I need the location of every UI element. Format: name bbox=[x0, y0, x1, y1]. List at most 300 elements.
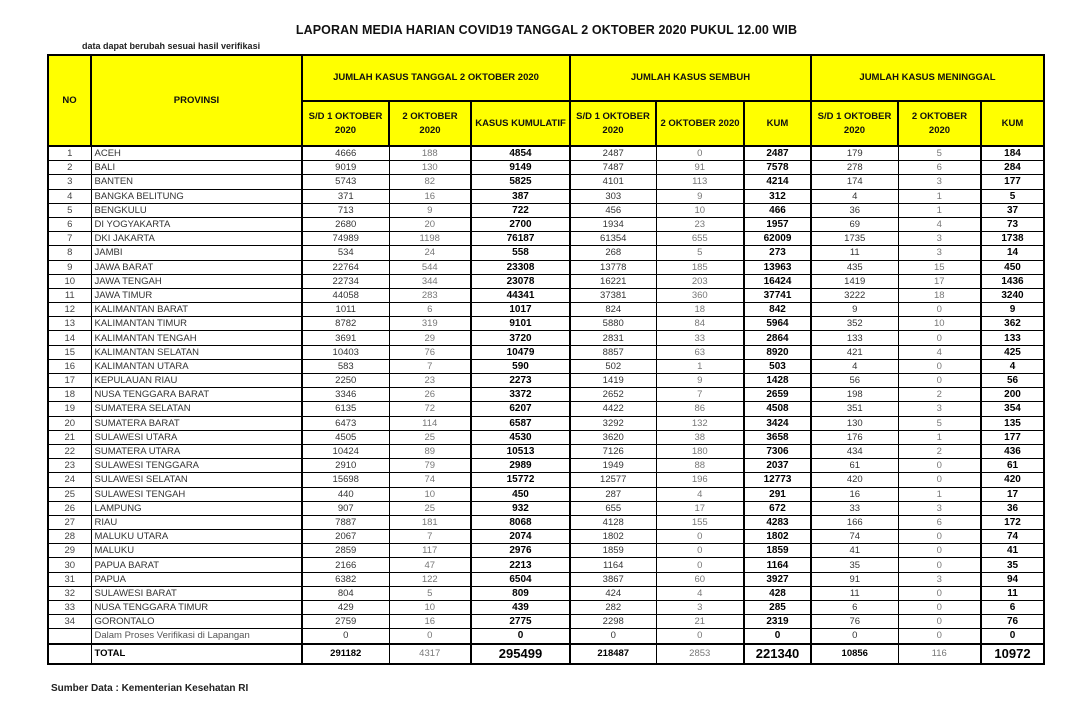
table-row bbox=[48, 572, 1044, 586]
cell-meninggal-sd1: 420 bbox=[811, 473, 898, 487]
cell-provinsi: KEPULAUAN RIAU bbox=[91, 374, 302, 388]
cell-sembuh-kum: 7578 bbox=[744, 161, 811, 175]
cell-kasus-kumulatif: 6207 bbox=[471, 402, 570, 416]
cell-sembuh-kum: 285 bbox=[744, 601, 811, 615]
cell-sembuh-2okt: 4 bbox=[656, 586, 744, 600]
cell-meninggal-sd1: 179 bbox=[811, 146, 898, 161]
cell-meninggal-kum: 14 bbox=[981, 246, 1044, 260]
cell-meninggal-kum: 1738 bbox=[981, 232, 1044, 246]
cell-meninggal-2okt: 3 bbox=[898, 572, 981, 586]
cell-provinsi: GORONTALO bbox=[91, 615, 302, 629]
cell-meninggal-kum: 450 bbox=[981, 260, 1044, 274]
table-row bbox=[48, 246, 1044, 260]
cell-meninggal-sd1: 421 bbox=[811, 345, 898, 359]
cell-sembuh-kum: 2864 bbox=[744, 331, 811, 345]
cell-sembuh-kum: 3424 bbox=[744, 416, 811, 430]
table-row bbox=[48, 175, 1044, 189]
cell-meninggal-kum: 76 bbox=[981, 615, 1044, 629]
cell-sembuh-kum: 2487 bbox=[744, 146, 811, 161]
cell-sembuh-sd1: 2487 bbox=[570, 146, 656, 161]
cell-kasus-2okt: 72 bbox=[389, 402, 471, 416]
cell-meninggal-kum: 74 bbox=[981, 530, 1044, 544]
cell-kasus-kumulatif: 9149 bbox=[471, 161, 570, 175]
cell-meninggal-kum: 9 bbox=[981, 303, 1044, 317]
cell-sembuh-sd1: 7126 bbox=[570, 444, 656, 458]
cell-no: 34 bbox=[48, 615, 91, 629]
cell-sembuh-sd1: 1419 bbox=[570, 374, 656, 388]
cell-kasus-sd1: 10403 bbox=[302, 345, 389, 359]
cell-provinsi: BANGKA BELITUNG bbox=[91, 189, 302, 203]
cell-sembuh-sd1: 7487 bbox=[570, 161, 656, 175]
cell-meninggal-sd1: 1419 bbox=[811, 274, 898, 288]
cell-no: 10 bbox=[48, 274, 91, 288]
cell-sembuh-2okt: 113 bbox=[656, 175, 744, 189]
cell-kasus-sd1: 4505 bbox=[302, 430, 389, 444]
cell-no: 2 bbox=[48, 161, 91, 175]
cell-no: 21 bbox=[48, 430, 91, 444]
table-row bbox=[48, 487, 1044, 501]
cell-meninggal-kum: 177 bbox=[981, 430, 1044, 444]
cell-meninggal-2okt: 0 bbox=[898, 544, 981, 558]
cell-kasus-2okt: 79 bbox=[389, 459, 471, 473]
cell-meninggal-sd1: 176 bbox=[811, 430, 898, 444]
cell-kasus-sd1: 6382 bbox=[302, 572, 389, 586]
cell-sembuh-kum: 0 bbox=[744, 629, 811, 644]
table-row bbox=[48, 288, 1044, 302]
cell-meninggal-2okt: 0 bbox=[898, 459, 981, 473]
cell-sembuh-sd1: 3620 bbox=[570, 430, 656, 444]
cell-meninggal-2okt: 116 bbox=[898, 644, 981, 664]
cell-sembuh-sd1: 268 bbox=[570, 246, 656, 260]
cell-meninggal-sd1: 10856 bbox=[811, 644, 898, 664]
cell-kasus-2okt: 114 bbox=[389, 416, 471, 430]
cell-kasus-2okt: 16 bbox=[389, 615, 471, 629]
cell-meninggal-sd1: 69 bbox=[811, 217, 898, 231]
cell-no: 1 bbox=[48, 146, 91, 161]
cell-kasus-sd1: 2067 bbox=[302, 530, 389, 544]
table-row bbox=[48, 558, 1044, 572]
cell-provinsi: JAWA TENGAH bbox=[91, 274, 302, 288]
cell-kasus-2okt: 24 bbox=[389, 246, 471, 260]
cell-sembuh-2okt: 185 bbox=[656, 260, 744, 274]
header-kasus-kumulatif: KASUS KUMULATIF bbox=[471, 101, 570, 146]
cell-kasus-2okt: 9 bbox=[389, 203, 471, 217]
cell-kasus-2okt: 0 bbox=[389, 629, 471, 644]
cell-kasus-sd1: 371 bbox=[302, 189, 389, 203]
cell-sembuh-2okt: 91 bbox=[656, 161, 744, 175]
cell-provinsi: JAWA BARAT bbox=[91, 260, 302, 274]
cell-sembuh-sd1: 424 bbox=[570, 586, 656, 600]
cell-kasus-2okt: 544 bbox=[389, 260, 471, 274]
cell-meninggal-2okt: 1 bbox=[898, 189, 981, 203]
cell-provinsi: KALIMANTAN TENGAH bbox=[91, 331, 302, 345]
cell-kasus-kumulatif: 932 bbox=[471, 501, 570, 515]
cell-provinsi: SULAWESI UTARA bbox=[91, 430, 302, 444]
cell-sembuh-sd1: 3867 bbox=[570, 572, 656, 586]
cell-kasus-kumulatif: 590 bbox=[471, 359, 570, 373]
cell-kasus-sd1: 3346 bbox=[302, 388, 389, 402]
table-row bbox=[48, 615, 1044, 629]
table-row bbox=[48, 444, 1044, 458]
cell-sembuh-kum: 1802 bbox=[744, 530, 811, 544]
cell-kasus-2okt: 23 bbox=[389, 374, 471, 388]
cell-meninggal-2okt: 1 bbox=[898, 487, 981, 501]
table-row bbox=[48, 359, 1044, 373]
cell-meninggal-2okt: 3 bbox=[898, 232, 981, 246]
cell-sembuh-sd1: 303 bbox=[570, 189, 656, 203]
cell-no: 9 bbox=[48, 260, 91, 274]
verification-row bbox=[48, 629, 1044, 644]
header-group-kasus: JUMLAH KASUS TANGGAL 2 OKTOBER 2020 bbox=[302, 55, 570, 101]
table-row bbox=[48, 274, 1044, 288]
cell-provinsi: BANTEN bbox=[91, 175, 302, 189]
cell-no bbox=[48, 644, 91, 664]
cell-sembuh-kum: 672 bbox=[744, 501, 811, 515]
cell-kasus-kumulatif: 23308 bbox=[471, 260, 570, 274]
header-sembuh-kum: KUM bbox=[744, 101, 811, 146]
cell-sembuh-kum: 8920 bbox=[744, 345, 811, 359]
cell-kasus-2okt: 47 bbox=[389, 558, 471, 572]
total-row bbox=[48, 644, 1044, 664]
table-row bbox=[48, 317, 1044, 331]
cell-kasus-sd1: 10424 bbox=[302, 444, 389, 458]
cell-no: 18 bbox=[48, 388, 91, 402]
cell-meninggal-2okt: 1 bbox=[898, 430, 981, 444]
cell-provinsi: KALIMANTAN UTARA bbox=[91, 359, 302, 373]
cell-provinsi: MALUKU UTARA bbox=[91, 530, 302, 544]
cell-sembuh-sd1: 3292 bbox=[570, 416, 656, 430]
cell-sembuh-2okt: 360 bbox=[656, 288, 744, 302]
cell-meninggal-2okt: 3 bbox=[898, 246, 981, 260]
cell-meninggal-2okt: 0 bbox=[898, 586, 981, 600]
cell-sembuh-sd1: 456 bbox=[570, 203, 656, 217]
cell-meninggal-kum: 354 bbox=[981, 402, 1044, 416]
cell-meninggal-kum: 0 bbox=[981, 629, 1044, 644]
cell-no: 7 bbox=[48, 232, 91, 246]
cell-sembuh-kum: 62009 bbox=[744, 232, 811, 246]
cell-meninggal-sd1: 352 bbox=[811, 317, 898, 331]
covid-report-table bbox=[47, 54, 1045, 665]
cell-sembuh-2okt: 10 bbox=[656, 203, 744, 217]
cell-kasus-2okt: 26 bbox=[389, 388, 471, 402]
header-provinsi: PROVINSI bbox=[91, 55, 302, 146]
cell-meninggal-sd1: 11 bbox=[811, 586, 898, 600]
cell-kasus-2okt: 25 bbox=[389, 430, 471, 444]
cell-kasus-sd1: 6135 bbox=[302, 402, 389, 416]
table-row bbox=[48, 473, 1044, 487]
cell-kasus-2okt: 10 bbox=[389, 487, 471, 501]
cell-provinsi: MALUKU bbox=[91, 544, 302, 558]
table-row bbox=[48, 161, 1044, 175]
table-row bbox=[48, 260, 1044, 274]
cell-kasus-2okt: 76 bbox=[389, 345, 471, 359]
cell-meninggal-kum: 177 bbox=[981, 175, 1044, 189]
cell-sembuh-kum: 1428 bbox=[744, 374, 811, 388]
cell-sembuh-2okt: 17 bbox=[656, 501, 744, 515]
cell-meninggal-sd1: 91 bbox=[811, 572, 898, 586]
cell-sembuh-sd1: 2652 bbox=[570, 388, 656, 402]
cell-provinsi: LAMPUNG bbox=[91, 501, 302, 515]
cell-meninggal-2okt: 5 bbox=[898, 416, 981, 430]
cell-meninggal-sd1: 435 bbox=[811, 260, 898, 274]
cell-sembuh-2okt: 0 bbox=[656, 530, 744, 544]
cell-meninggal-kum: 362 bbox=[981, 317, 1044, 331]
cell-sembuh-kum: 312 bbox=[744, 189, 811, 203]
cell-provinsi: DI YOGYAKARTA bbox=[91, 217, 302, 231]
cell-sembuh-kum: 466 bbox=[744, 203, 811, 217]
cell-sembuh-2okt: 86 bbox=[656, 402, 744, 416]
cell-kasus-sd1: 8782 bbox=[302, 317, 389, 331]
cell-meninggal-sd1: 56 bbox=[811, 374, 898, 388]
cell-meninggal-2okt: 0 bbox=[898, 530, 981, 544]
table-row bbox=[48, 374, 1044, 388]
cell-sembuh-kum: 1164 bbox=[744, 558, 811, 572]
cell-meninggal-2okt: 6 bbox=[898, 515, 981, 529]
cell-no: 16 bbox=[48, 359, 91, 373]
cell-sembuh-sd1: 16221 bbox=[570, 274, 656, 288]
cell-meninggal-sd1: 3222 bbox=[811, 288, 898, 302]
cell-kasus-kumulatif: 5825 bbox=[471, 175, 570, 189]
cell-sembuh-kum: 221340 bbox=[744, 644, 811, 664]
cell-sembuh-kum: 5964 bbox=[744, 317, 811, 331]
verification-note: data dapat berubah sesuai hasil verifikasi bbox=[82, 41, 261, 51]
cell-meninggal-sd1: 76 bbox=[811, 615, 898, 629]
cell-meninggal-sd1: 174 bbox=[811, 175, 898, 189]
cell-sembuh-sd1: 2298 bbox=[570, 615, 656, 629]
table-row bbox=[48, 303, 1044, 317]
header-group-sembuh: JUMLAH KASUS SEMBUH bbox=[570, 55, 811, 101]
cell-kasus-2okt: 6 bbox=[389, 303, 471, 317]
cell-kasus-kumulatif: 2976 bbox=[471, 544, 570, 558]
cell-kasus-sd1: 2759 bbox=[302, 615, 389, 629]
cell-provinsi: KALIMANTAN TIMUR bbox=[91, 317, 302, 331]
cell-kasus-sd1: 2910 bbox=[302, 459, 389, 473]
cell-sembuh-2okt: 84 bbox=[656, 317, 744, 331]
cell-meninggal-2okt: 0 bbox=[898, 615, 981, 629]
cell-no: 13 bbox=[48, 317, 91, 331]
cell-meninggal-sd1: 198 bbox=[811, 388, 898, 402]
cell-sembuh-2okt: 2853 bbox=[656, 644, 744, 664]
table-row bbox=[48, 530, 1044, 544]
cell-meninggal-kum: 133 bbox=[981, 331, 1044, 345]
cell-sembuh-sd1: 4128 bbox=[570, 515, 656, 529]
cell-meninggal-2okt: 0 bbox=[898, 473, 981, 487]
cell-meninggal-sd1: 4 bbox=[811, 189, 898, 203]
table-row bbox=[48, 515, 1044, 529]
cell-sembuh-kum: 4214 bbox=[744, 175, 811, 189]
cell-no: 27 bbox=[48, 515, 91, 529]
cell-sembuh-kum: 2037 bbox=[744, 459, 811, 473]
cell-meninggal-sd1: 11 bbox=[811, 246, 898, 260]
cell-kasus-kumulatif: 76187 bbox=[471, 232, 570, 246]
cell-provinsi: PAPUA BARAT bbox=[91, 558, 302, 572]
cell-no: 8 bbox=[48, 246, 91, 260]
cell-sembuh-kum: 37741 bbox=[744, 288, 811, 302]
cell-provinsi: SUMATERA UTARA bbox=[91, 444, 302, 458]
cell-sembuh-2okt: 4 bbox=[656, 487, 744, 501]
cell-no: 3 bbox=[48, 175, 91, 189]
cell-sembuh-2okt: 18 bbox=[656, 303, 744, 317]
cell-sembuh-kum: 2319 bbox=[744, 615, 811, 629]
cell-sembuh-2okt: 33 bbox=[656, 331, 744, 345]
cell-provinsi: JAWA TIMUR bbox=[91, 288, 302, 302]
cell-sembuh-sd1: 1164 bbox=[570, 558, 656, 572]
cell-sembuh-kum: 12773 bbox=[744, 473, 811, 487]
cell-sembuh-sd1: 655 bbox=[570, 501, 656, 515]
cell-kasus-kumulatif: 4854 bbox=[471, 146, 570, 161]
cell-kasus-2okt: 122 bbox=[389, 572, 471, 586]
cell-meninggal-sd1: 6 bbox=[811, 601, 898, 615]
cell-kasus-2okt: 283 bbox=[389, 288, 471, 302]
cell-sembuh-kum: 3927 bbox=[744, 572, 811, 586]
cell-kasus-sd1: 804 bbox=[302, 586, 389, 600]
cell-sembuh-kum: 7306 bbox=[744, 444, 811, 458]
cell-sembuh-2okt: 655 bbox=[656, 232, 744, 246]
cell-meninggal-kum: 6 bbox=[981, 601, 1044, 615]
table-row bbox=[48, 402, 1044, 416]
cell-meninggal-2okt: 4 bbox=[898, 217, 981, 231]
cell-sembuh-sd1: 4101 bbox=[570, 175, 656, 189]
cell-meninggal-kum: 10972 bbox=[981, 644, 1044, 664]
table-row bbox=[48, 416, 1044, 430]
cell-sembuh-sd1: 218487 bbox=[570, 644, 656, 664]
cell-kasus-kumulatif: 1017 bbox=[471, 303, 570, 317]
cell-meninggal-kum: 4 bbox=[981, 359, 1044, 373]
cell-kasus-sd1: 907 bbox=[302, 501, 389, 515]
cell-kasus-2okt: 7 bbox=[389, 530, 471, 544]
cell-kasus-kumulatif: 439 bbox=[471, 601, 570, 615]
cell-sembuh-sd1: 1949 bbox=[570, 459, 656, 473]
cell-sembuh-2okt: 63 bbox=[656, 345, 744, 359]
cell-sembuh-2okt: 5 bbox=[656, 246, 744, 260]
cell-meninggal-kum: 35 bbox=[981, 558, 1044, 572]
cell-sembuh-sd1: 12577 bbox=[570, 473, 656, 487]
table-body bbox=[48, 146, 1044, 664]
cell-kasus-kumulatif: 295499 bbox=[471, 644, 570, 664]
cell-kasus-2okt: 20 bbox=[389, 217, 471, 231]
cell-kasus-kumulatif: 15772 bbox=[471, 473, 570, 487]
cell-kasus-sd1: 74989 bbox=[302, 232, 389, 246]
cell-kasus-sd1: 583 bbox=[302, 359, 389, 373]
cell-sembuh-kum: 291 bbox=[744, 487, 811, 501]
cell-meninggal-2okt: 15 bbox=[898, 260, 981, 274]
cell-provinsi: BALI bbox=[91, 161, 302, 175]
header-meninggal-sd1: S/D 1 OKTOBER 2020 bbox=[811, 101, 898, 146]
cell-kasus-kumulatif: 722 bbox=[471, 203, 570, 217]
cell-sembuh-sd1: 2831 bbox=[570, 331, 656, 345]
cell-no: 11 bbox=[48, 288, 91, 302]
header-meninggal-kum: KUM bbox=[981, 101, 1044, 146]
table-row bbox=[48, 601, 1044, 615]
cell-no: 33 bbox=[48, 601, 91, 615]
cell-meninggal-2okt: 0 bbox=[898, 601, 981, 615]
cell-meninggal-2okt: 0 bbox=[898, 374, 981, 388]
cell-kasus-kumulatif: 0 bbox=[471, 629, 570, 644]
cell-kasus-kumulatif: 44341 bbox=[471, 288, 570, 302]
cell-meninggal-sd1: 9 bbox=[811, 303, 898, 317]
cell-kasus-2okt: 74 bbox=[389, 473, 471, 487]
cell-no: 19 bbox=[48, 402, 91, 416]
cell-no: 6 bbox=[48, 217, 91, 231]
cell-meninggal-2okt: 10 bbox=[898, 317, 981, 331]
cell-kasus-2okt: 319 bbox=[389, 317, 471, 331]
cell-kasus-2okt: 4317 bbox=[389, 644, 471, 664]
header-no: NO bbox=[48, 55, 91, 146]
cell-kasus-kumulatif: 6587 bbox=[471, 416, 570, 430]
header-group-meninggal: JUMLAH KASUS MENINGGAL bbox=[811, 55, 1044, 101]
cell-sembuh-2okt: 196 bbox=[656, 473, 744, 487]
cell-kasus-sd1: 9019 bbox=[302, 161, 389, 175]
header-sembuh-sd1: S/D 1 OKTOBER 2020 bbox=[570, 101, 656, 146]
cell-provinsi: DKI JAKARTA bbox=[91, 232, 302, 246]
cell-meninggal-sd1: 61 bbox=[811, 459, 898, 473]
cell-kasus-sd1: 3691 bbox=[302, 331, 389, 345]
cell-meninggal-kum: 1436 bbox=[981, 274, 1044, 288]
cell-kasus-sd1: 291182 bbox=[302, 644, 389, 664]
cell-provinsi: SULAWESI BARAT bbox=[91, 586, 302, 600]
cell-meninggal-sd1: 133 bbox=[811, 331, 898, 345]
cell-kasus-2okt: 130 bbox=[389, 161, 471, 175]
cell-sembuh-sd1: 61354 bbox=[570, 232, 656, 246]
cell-kasus-2okt: 117 bbox=[389, 544, 471, 558]
cell-sembuh-sd1: 8857 bbox=[570, 345, 656, 359]
cell-kasus-2okt: 188 bbox=[389, 146, 471, 161]
cell-provinsi: SUMATERA BARAT bbox=[91, 416, 302, 430]
cell-sembuh-kum: 1957 bbox=[744, 217, 811, 231]
cell-meninggal-sd1: 33 bbox=[811, 501, 898, 515]
cell-kasus-kumulatif: 9101 bbox=[471, 317, 570, 331]
cell-meninggal-kum: 425 bbox=[981, 345, 1044, 359]
cell-kasus-sd1: 2250 bbox=[302, 374, 389, 388]
cell-meninggal-sd1: 278 bbox=[811, 161, 898, 175]
cell-kasus-sd1: 0 bbox=[302, 629, 389, 644]
cell-kasus-sd1: 22734 bbox=[302, 274, 389, 288]
cell-provinsi: TOTAL bbox=[91, 644, 302, 664]
cell-no: 15 bbox=[48, 345, 91, 359]
cell-no: 22 bbox=[48, 444, 91, 458]
cell-kasus-2okt: 181 bbox=[389, 515, 471, 529]
cell-kasus-kumulatif: 8068 bbox=[471, 515, 570, 529]
cell-kasus-sd1: 44058 bbox=[302, 288, 389, 302]
cell-meninggal-kum: 11 bbox=[981, 586, 1044, 600]
cell-kasus-sd1: 5743 bbox=[302, 175, 389, 189]
cell-sembuh-2okt: 132 bbox=[656, 416, 744, 430]
cell-meninggal-2okt: 2 bbox=[898, 388, 981, 402]
cell-no: 5 bbox=[48, 203, 91, 217]
cell-kasus-sd1: 1011 bbox=[302, 303, 389, 317]
table-row bbox=[48, 345, 1044, 359]
table-row bbox=[48, 203, 1044, 217]
cell-kasus-kumulatif: 6504 bbox=[471, 572, 570, 586]
table-row bbox=[48, 430, 1044, 444]
cell-meninggal-sd1: 434 bbox=[811, 444, 898, 458]
cell-no: 12 bbox=[48, 303, 91, 317]
cell-provinsi: RIAU bbox=[91, 515, 302, 529]
cell-kasus-2okt: 16 bbox=[389, 189, 471, 203]
cell-meninggal-2okt: 5 bbox=[898, 146, 981, 161]
cell-sembuh-2okt: 3 bbox=[656, 601, 744, 615]
cell-sembuh-sd1: 824 bbox=[570, 303, 656, 317]
cell-meninggal-2okt: 17 bbox=[898, 274, 981, 288]
cell-sembuh-2okt: 7 bbox=[656, 388, 744, 402]
cell-kasus-kumulatif: 809 bbox=[471, 586, 570, 600]
cell-meninggal-sd1: 41 bbox=[811, 544, 898, 558]
table-row bbox=[48, 331, 1044, 345]
cell-meninggal-sd1: 35 bbox=[811, 558, 898, 572]
cell-provinsi: NUSA TENGGARA TIMUR bbox=[91, 601, 302, 615]
cell-sembuh-kum: 842 bbox=[744, 303, 811, 317]
cell-kasus-sd1: 713 bbox=[302, 203, 389, 217]
